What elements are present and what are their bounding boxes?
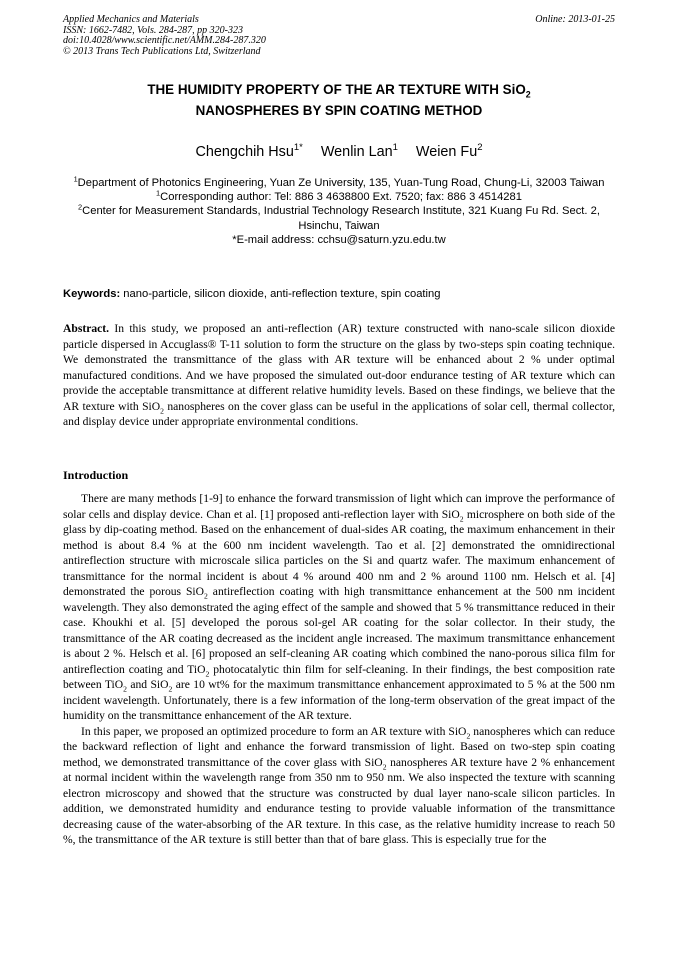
keywords-label: Keywords: <box>63 288 121 300</box>
abstract-label: Abstract. <box>63 322 110 335</box>
paragraph: In this paper, we proposed an optimized procedure to form an AR texture with SiO$_2$ nanospheres which can reduce the backward reflection of light and enhance the forward transmission of light. Based on two-step spin coating method, we demonstrated transmittance of the cover glass with SiO$_2$ nanospheres AR texture have 2 % enhancement at normal incident within the wavelength range from 350 nm to 950 nm. We also inspected the texture with scanning electron microscopy and showed that the structure was constructed by dual layer nano-scale silicon particles. In addition, we demonstrated humidity and endurance testing to provide valuable information of the transmittance decreasing cause of the water-absorbing of the AR texture. In this case, as the relative humidity increase to reach 50 %, the transmittance of the AR texture is still better than that of bare glass. This is especially true for the <box>63 724 615 846</box>
section-heading: Introduction <box>63 468 129 482</box>
issn-line: ISSN: 1662-7482, Vols. 284-287, pp 320-323 <box>63 24 243 36</box>
doi-line: doi:10.4028/www.scientific.net/AMM.284-287.320 <box>63 35 266 47</box>
affiliation-1: $^1$Department of Photonics Engineering, Yuan Ze University, 135, Yuan-Tung Road, Chung-Li, 32003 Taiwan <box>73 174 605 189</box>
author-name: Weien Fu <box>415 144 478 160</box>
corresponding-author: $^1$Corresponding author: Tel: 886 3 4638800 Ext. 7520; fax: 886 3 4514281 <box>156 188 522 204</box>
title-line-1: THE HUMIDITY PROPERTY OF THE AR TEXTURE WITH SiO$_2$ <box>147 82 531 100</box>
title-line-2: NANOSPHERES BY SPIN COATING METHOD <box>195 102 483 118</box>
email-address: *E-mail address: cchsu@saturn.yzu.edu.tw <box>232 233 446 246</box>
copyright-line: © 2013 Trans Tech Publications Ltd, Switzerland <box>63 45 261 57</box>
keywords <box>63 287 615 301</box>
author-affiliation-mark: 1* <box>293 142 303 154</box>
journal-name: Applied Mechanics and Materials <box>63 14 199 25</box>
paragraph: There are many methods [1-9] to enhance the forward transmission of light which can improve the performance of solar cells and display device. Chan et al. [1] proposed anti-reflection layer with SiO$_2$ microsphere on both side of the glass by dip-coating method. Based on the enhancement of dual-sides AR coating, the maximum enhancement in their method is about 8.4 % at the 600 nm incident wavelength. Tao et al. [2] demonstrated the omnidirectional antireflection structure with microscale silica particles on the Si and quartz wafer. The maximum enhancement of transmittance for the normal incident is about 4 % around 400 nm and 2 % around 1100 nm. Helsch et al. [4] demonstrated the porous SiO$_2$ antireflection coating with high transmittance enhancement at the 500 nm incident wavelength. They also demonstrated the aging effect of the sample and showed that 5 % transmittance reduced in their case. Khoukhi et al. [5] developed the porous sol-gel AR coating for the solar collector. In their study, the transmittance of the AR coating decreased as the incident angle increased. The maximum transmittance enhancement is about 2 %. Helsch et al. [6] proposed an self-cleaning AR coating which combined the nano-porous silica film for antireflection coating and TiO$_2$ photocatalytic thin film for self-cleaning. In their findings, the best composition rate between TiO$_2$ and SiO$_2$ are 10 wt% for the maximum transmittance enhancement approximated to 5 % at the 500 nm incident wavelength. Unfortunately, there is a few information of the long-term observation of the great impact of the humidity on the transmittance enhancement of the AR texture. <box>63 492 615 722</box>
author-list <box>63 142 615 162</box>
author-name: Chengchih Hsu <box>195 144 294 160</box>
online-date: Online: 2013-01-25 <box>535 14 615 25</box>
author-affiliation-mark: 2 <box>477 142 483 154</box>
author-affiliation-mark: 1 <box>392 142 398 154</box>
abstract: Abstract. In this study, we proposed an anti-reflection (AR) texture constructed with nano-scale silicon dioxide particle dispersed in Accuglass® T-11 solution to form the structure on the glass by two-steps spin coating technique. We demonstrated the transmittance of the glass with AR texture will be enhanced about 2 % under optimal manufactured conditions. And we have proposed the simulated out-door endurance testing of AR texture which can provide the acceptable transmittance at different relative humidity levels. Based on these findings, we believe that the AR texture with SiO$_2$ nanospheres on the cover glass can be useful in the applications of solar cell, thermal collector, and display device under appropriate environmental conditions. <box>63 322 615 428</box>
keywords-text: nano-particle, silicon dioxide, anti-reflection texture, spin coating <box>120 288 441 300</box>
paper-title <box>63 80 615 121</box>
author-name: Wenlin Lan <box>320 144 393 160</box>
journal-header <box>63 15 615 57</box>
affiliation-2: $^2$Center for Measurement Standards, Industrial Technology Research Institute, 321 Kuang Fu Rd. Sect. 2, Hsinchu, Taiwan <box>78 202 600 232</box>
introduction-body <box>63 491 615 848</box>
affiliations <box>63 176 615 247</box>
